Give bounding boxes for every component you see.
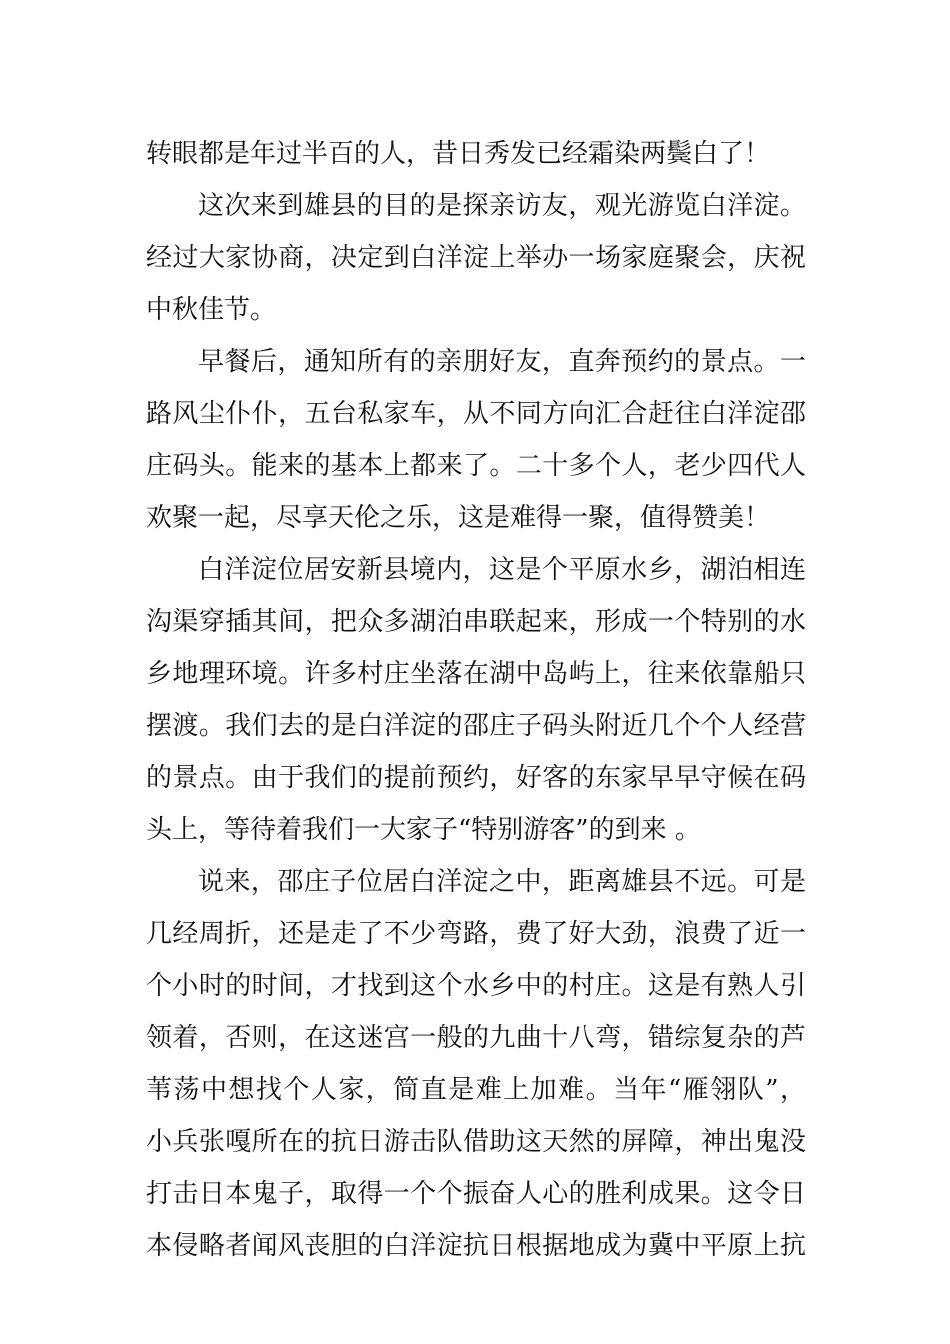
text-line: 小兵张嘎所在的抗日游击队借助这天然的屏障，神出鬼没	[146, 1127, 806, 1157]
text-line: 这次来到雄县的目的是探亲访友，观光游览白洋淀。	[198, 191, 806, 221]
text-line: 摆渡。我们去的是白洋淀的邵庄子码头附近几个个人经营	[146, 711, 806, 741]
text-line: 苇荡中想找个人家，简直是难上加难。当年“雁翎队”，	[146, 1075, 806, 1105]
text-line: 乡地理环境。许多村庄坐落在湖中岛屿上，往来依靠船只	[146, 659, 806, 689]
text-line: 领着，否则，在这迷宫一般的九曲十八弯，错综复杂的芦	[146, 1023, 806, 1053]
text-line: 打击日本鬼子，取得一个个振奋人心的胜利成果。这令日	[146, 1179, 806, 1209]
text-line: 头上，等待着我们一大家子“特别游客”的到来 。	[146, 815, 701, 845]
text-line: 白洋淀位居安新县境内，这是个平原水乡，湖泊相连	[198, 555, 806, 585]
text-line: 转眼都是年过半百的人，昔日秀发已经霜染两鬓白了！	[146, 139, 771, 169]
text-line: 中秋佳节。	[146, 295, 277, 325]
text-line: 几经周折，还是走了不少弯路，费了好大劲，浪费了近一	[146, 919, 806, 949]
text-line: 说来，邵庄子位居白洋淀之中，距离雄县不远。可是	[198, 867, 806, 897]
text-line: 庄码头。能来的基本上都来了。二十多个人，老少四代人	[146, 451, 806, 481]
text-line: 欢聚一起，尽享天伦之乐，这是难得一聚，值得赞美！	[146, 503, 771, 533]
text-line: 经过大家协商，决定到白洋淀上举办一场家庭聚会，庆祝	[146, 243, 806, 273]
text-line: 的景点。由于我们的提前预约，好客的东家早早守候在码	[146, 763, 806, 793]
text-line: 本侵略者闻风丧胆的白洋淀抗日根据地成为冀中平原上抗	[146, 1231, 806, 1261]
document-page	[146, 128, 806, 1272]
text-line: 沟渠穿插其间，把众多湖泊串联起来，形成一个特别的水	[146, 607, 806, 637]
text-line: 早餐后，通知所有的亲朋好友，直奔预约的景点。一	[198, 347, 806, 377]
text-line: 个小时的时间，才找到这个水乡中的村庄。这是有熟人引	[146, 971, 806, 1001]
text-line: 路风尘仆仆，五台私家车，从不同方向汇合赶往白洋淀邵	[146, 399, 806, 429]
